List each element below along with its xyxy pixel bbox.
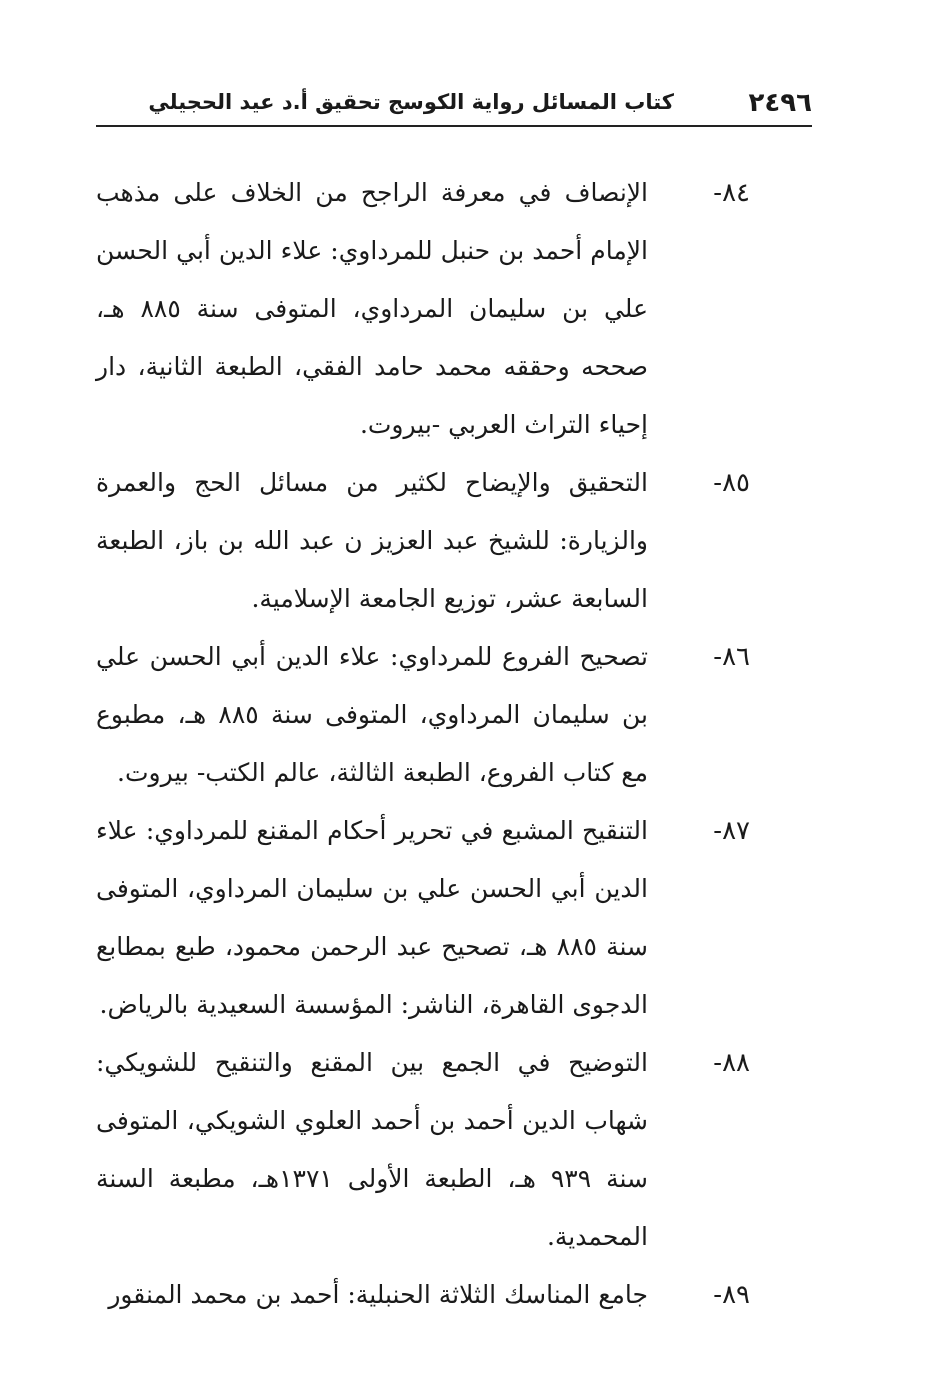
entry-number: ٨٦- [713,642,750,672]
bibliography-entry-85 [96,454,758,628]
bibliography-entry-84 [96,164,758,454]
bibliography-list [96,164,758,1324]
page-header [96,84,812,126]
entry-text: تصحيح الفروع للمرداوي: علاء الدين أبي الحسن علي بن سليمان المرداوي، المتوفى سنة ٨٨٥ هـ، مطبوع مع كتاب الفروع، الطبعة الثالثة، عالم الكتب- بيروت. [96,642,648,787]
bibliography-entry-86 [96,628,758,802]
entry-number: ٨٨- [713,1048,750,1078]
bibliography-entry-87 [96,802,758,1034]
header-divider [96,125,812,127]
entry-text: التحقيق والإيضاح لكثير من مسائل الحج والعمرة والزيارة: للشيخ عبد العزيز ن عبد الله بن باز، الطبعة السابعة عشر، توزيع الجامعة الإسلامية. [96,468,648,613]
entry-text: جامع المناسك الثلاثة الحنبلية: أحمد بن محمد المنقور [108,1280,648,1309]
entry-text: التوضيح في الجمع بين المقنع والتنقيح للشويكي: شهاب الدين أحمد بن أحمد العلوي الشويكي، المتوفى سنة ٩٣٩ هـ، الطبعة الأولى ١٣٧١هـ، مطبعة السنة المحمدية. [96,1048,648,1251]
page-number: ٢٤٩٦ [748,88,812,118]
entry-number: ٨٧- [713,816,750,846]
running-title: كتاب المسائل رواية الكوسج تحقيق أ.د عيد الحجيلي [148,90,674,114]
entry-number: ٨٤- [713,178,750,208]
bibliography-entry-88 [96,1034,758,1266]
entry-text: التنقيح المشبع في تحرير أحكام المقنع للمرداوي: علاء الدين أبي الحسن علي بن سليمان المرداوي، المتوفى سنة ٨٨٥ هـ، تصحيح عبد الرحمن محمود، طبع بمطابع الدجوى القاهرة، الناشر: المؤسسة السعيدية بالرياض. [96,816,649,1019]
entry-text: الإنصاف في معرفة الراجح من الخلاف على مذهب الإمام أحمد بن حنبل للمرداوي: علاء الدين أبي الحسن علي بن سليمان المرداوي، المتوفى سنة ٨٨٥ هـ، صححه وحققه محمد حامد الفقي، الطبعة الثانية، دار إحياء التراث العربي -بيروت. [96,178,649,439]
entry-number: ٨٥- [713,468,750,498]
bibliography-entry-89 [96,1266,758,1324]
entry-number: ٨٩- [713,1280,750,1310]
